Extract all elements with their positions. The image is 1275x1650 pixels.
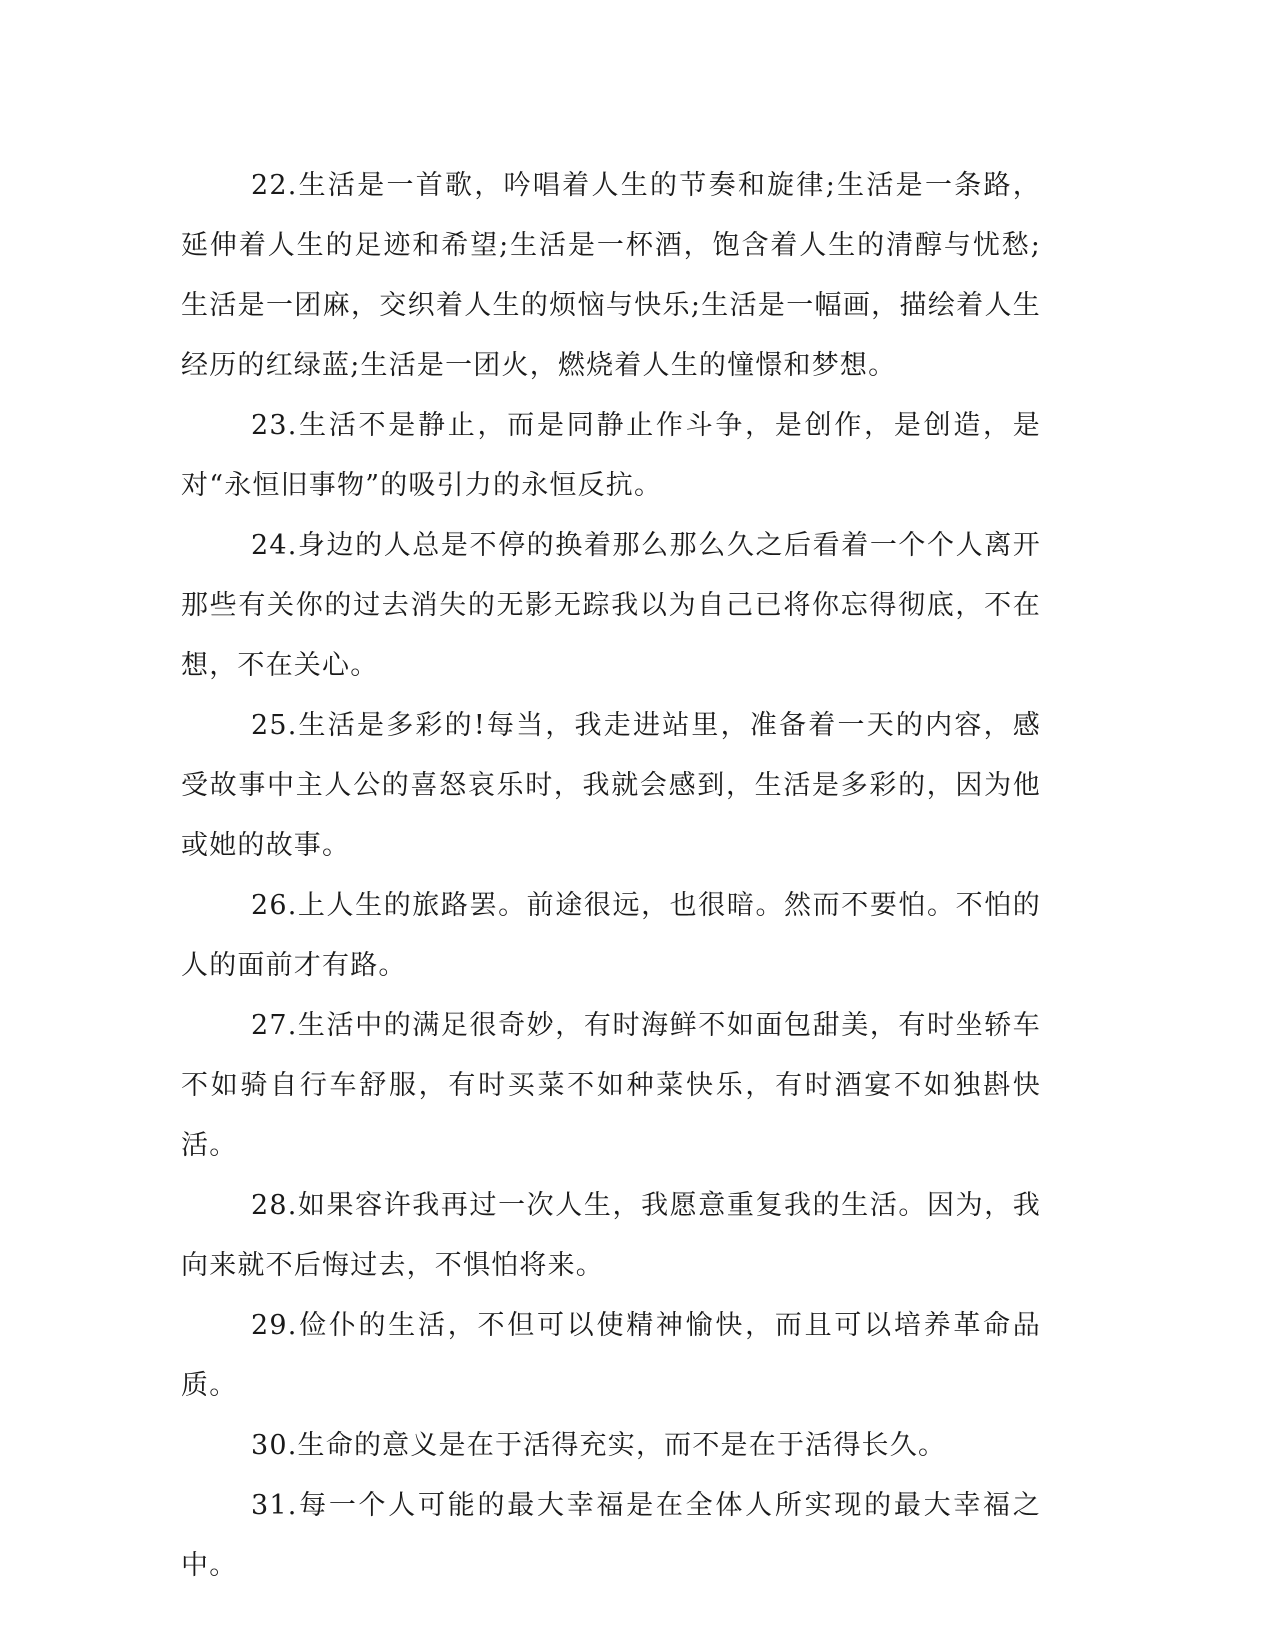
paragraph-27: 27.生活中的满足很奇妙，有时海鲜不如面包甜美，有时坐轿车不如骑自行车舒服，有时买菜不如种菜快乐，有时酒宴不如独斟快活。 bbox=[181, 1010, 1041, 1161]
paragraph-25: 25.生活是多彩的!每当，我走进站里，准备着一天的内容，感受故事中主人公的喜怒哀乐时，我就会感到，生活是多彩的，因为他或她的故事。 bbox=[181, 710, 1041, 861]
paragraph-23: 23.生活不是静止，而是同静止作斗争，是创作，是创造，是对“永恒旧事物”的吸引力的永恒反抗。 bbox=[181, 410, 1041, 501]
paragraph-31: 31.每一个人可能的最大幸福是在全体人所实现的最大幸福之中。 bbox=[181, 1490, 1041, 1581]
document-body bbox=[181, 156, 1041, 1596]
paragraph-24: 24.身边的人总是不停的换着那么那么久之后看着一个个人离开那些有关你的过去消失的无影无踪我以为自己已将你忘得彻底，不在想，不在关心。 bbox=[181, 530, 1041, 681]
paragraph-28: 28.如果容许我再过一次人生，我愿意重复我的生活。因为，我向来就不后悔过去，不惧怕将来。 bbox=[181, 1190, 1041, 1281]
paragraph-30: 30.生命的意义是在于活得充实，而不是在于活得长久。 bbox=[251, 1430, 947, 1461]
paragraph-29: 29.俭仆的生活，不但可以使精神愉快，而且可以培养革命品质。 bbox=[181, 1310, 1041, 1401]
paragraph-22: 22.生活是一首歌，吟唱着人生的节奏和旋律;生活是一条路，延伸着人生的足迹和希望;生活是一杯酒，饱含着人生的清醇与忧愁;生活是一团麻，交织着人生的烦恼与快乐;生活是一幅画，描绘着人生经历的红绿蓝;生活是一团火，燃烧着人生的憧憬和梦想。 bbox=[181, 170, 1041, 381]
paragraph-26: 26.上人生的旅路罢。前途很远，也很暗。然而不要怕。不怕的人的面前才有路。 bbox=[181, 890, 1041, 981]
